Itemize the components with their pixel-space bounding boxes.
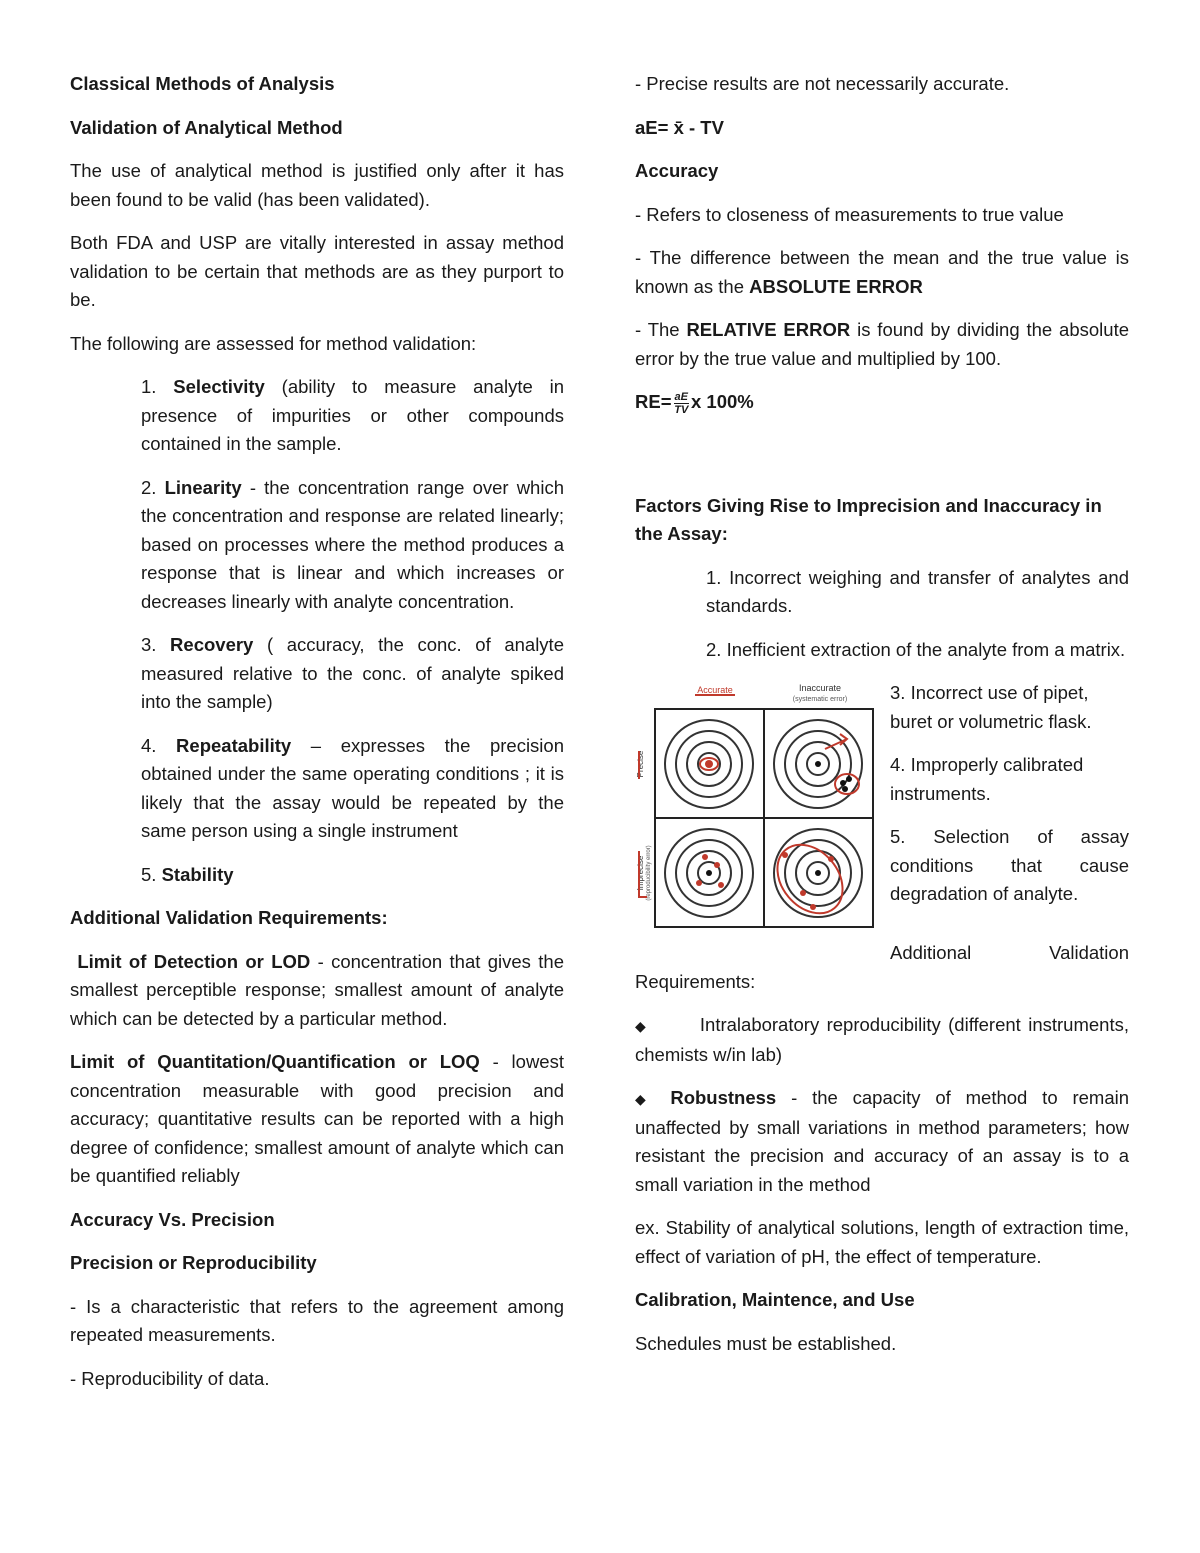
label-accurate: Accurate: [697, 685, 733, 695]
paragraph-accuracy-3: - The RELATIVE ERROR is found by dividing the absolute error by the true value and multiplied by 100.: [635, 319, 1129, 369]
paragraph-precision-2: - Reproducibility of data.: [70, 1367, 270, 1389]
section-heading-calibration: Calibration, Maintence, and Use: [635, 1289, 915, 1310]
factor-item-5: 5. Selection of assay conditions that cause degradation of analyte.: [890, 826, 1129, 904]
section-heading-additional: Additional Validation Requirements:: [70, 907, 388, 928]
left-column: [70, 70, 564, 1408]
paragraph-additional-2: Additional Validation Requirements:: [635, 942, 1129, 992]
label-systematic: (systematic error): [792, 696, 848, 703]
bullet-robustness: ◆ Robustness - the capacity of method to remain unaffected by small variations in method parameters; how resistant the precision and accuracy of an assay is to a small variation in the method: [635, 1087, 1130, 1195]
relative-error-formula: RE= $\frac{aE}{TV}$ x 100%: [635, 390, 754, 416]
fraction: $\frac{aE}{TV}$: [674, 390, 689, 416]
section-heading-validation: Validation of Analytical Method: [70, 116, 343, 138]
paragraph-example: ex. Stability of analytical solutions, length of extraction time, effect of variation of pH, the effect of temperature.: [635, 1217, 1129, 1267]
paragraph-lod: Limit of Detection or LOD - concentration that gives the smallest perceptible response; smallest amount of analyte which can be detected by a particular method.: [70, 950, 564, 1029]
label-imprecise: Imprecise: [636, 855, 645, 891]
label-inaccurate: Inaccurate: [798, 683, 842, 693]
factor-item-1: 1. Incorrect weighing and transfer of analytes and standards.: [706, 566, 1129, 616]
list-item-linearity: 2. Linearity - the concentration range over which the concentration and response are related linearly; based on processes where the method produces a response that is linear and which increases or decreases linearly with analyte concentration.: [141, 476, 564, 612]
label-reproducibility: (reproducibility error): [646, 845, 652, 901]
section-heading-acc-vs-prec: Accuracy Vs. Precision: [70, 1208, 275, 1230]
label-precise: Precise: [636, 750, 645, 778]
factor-item-3: 3. Incorrect use of pipet, buret or volumetric flask.: [890, 682, 1092, 732]
paragraph-precision-3: - Precise results are not necessarily accurate.: [635, 73, 1010, 94]
list-item-repeatability: 4. Repeatability – expresses the precision obtained under the same operating conditions ; it is likely that the assay would be repeated by the same person using a single instrument: [141, 734, 564, 841]
paragraph-schedules: Schedules must be established.: [635, 1332, 897, 1354]
list-item-selectivity: 1. Selectivity (ability to measure analyte in presence of impurities or other compounds contained in the sample.: [141, 376, 565, 454]
factor-item-2: 2. Inefficient extraction of the analyte from a matrix.: [706, 638, 1126, 660]
paragraph-fda-usp: Both FDA and USP are vitally interested in assay method validation to be certain that methods are as they purport to be.: [70, 232, 564, 310]
right-column: [635, 70, 1129, 1373]
figure-side-text: [890, 679, 1129, 924]
list-item-recovery: 3. Recovery ( accuracy, the conc. of analyte measured relative to the conc. of analyte spiked into the sample): [141, 634, 564, 712]
paragraph-justified: The use of analytical method is justified only after it has been found to be valid (has been validated).: [70, 160, 564, 210]
paragraph-accuracy-1: - Refers to closeness of measurements to true value: [635, 203, 1064, 225]
accuracy-precision-target-figure: [635, 679, 875, 931]
section-heading-precision: Precision or Reproducibility: [70, 1252, 317, 1273]
paragraph-assessed: The following are assessed for method validation:: [70, 332, 477, 354]
paragraph-accuracy-2: - The difference between the mean and the true value is known as the ABSOLUTE ERROR: [635, 247, 1129, 297]
factor-item-4: 4. Improperly calibrated instruments.: [890, 754, 1084, 804]
document-title: Classical Methods of Analysis: [70, 73, 335, 94]
figure-block: [635, 679, 1129, 931]
paragraph-loq: Limit of Quantitation/Quantification or LOQ - lowest concentration measurable with good precision and accuracy; quantitative results can be reported with a high degree of confidence; smallest amount of analyte which can be quantified reliably: [70, 1051, 564, 1186]
paragraph-precision-1: - Is a characteristic that refers to the agreement among repeated measurements.: [70, 1295, 564, 1345]
absolute-error-formula: aE= x̄ - TV: [635, 116, 724, 138]
list-item-stability: 5. Stability: [141, 863, 234, 885]
section-heading-factors: Factors Giving Rise to Imprecision and Inaccuracy in the Assay:: [635, 494, 1102, 544]
section-heading-accuracy: Accuracy: [635, 160, 719, 181]
bullet-intralaboratory: ◆ Intralaboratory reproducibility (different instruments, chemists w/in lab): [635, 1014, 1129, 1065]
